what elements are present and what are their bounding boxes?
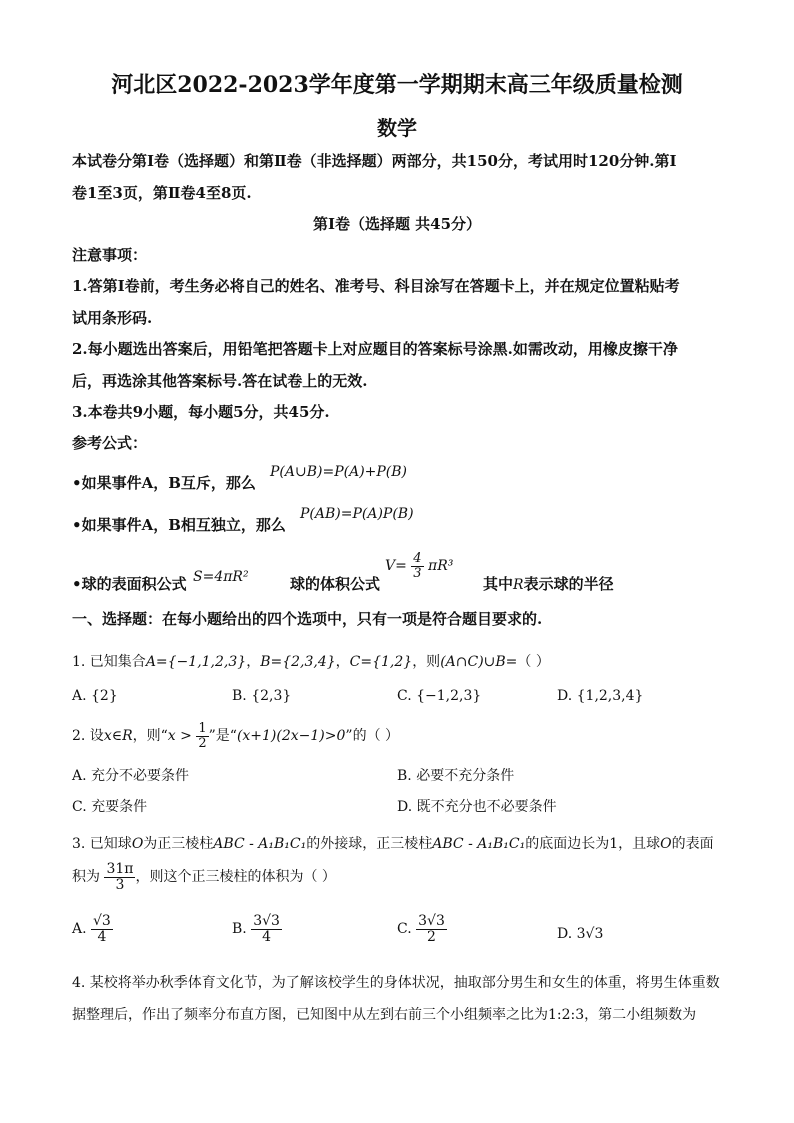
q2-fraction [196, 722, 208, 750]
formula-5-var: R [513, 577, 524, 593]
q3-option-a-den: 4 [97, 928, 107, 945]
q3-option-d-value: 3√3 [576, 926, 604, 942]
q3-option-a-num: √3 [93, 913, 111, 929]
intro-line-1: 本试卷分第Ⅰ卷（选择题）和第Ⅱ卷（非选择题）两部分，共150分，考试用时120分钟.第Ⅰ [72, 152, 677, 170]
formulas-heading: 参考公式： [72, 434, 148, 452]
q2-stem-b: ，则“ [132, 728, 168, 745]
q3-option-a-label: A. [72, 921, 87, 938]
formula-3-math: S=4πR² [193, 569, 249, 585]
q2-frac-den: 2 [198, 735, 207, 751]
q1-stem-a: 1. 已知集合 [72, 654, 146, 670]
q3-option-c-label: C. [397, 921, 412, 938]
q2-option-d[interactable]: D. 既不充分也不必要条件 [397, 799, 557, 815]
q2-ineq2: (x+1)(2x−1)>0 [236, 728, 346, 745]
q2-option-a[interactable]: A. 充分不必要条件 [72, 768, 190, 784]
q1-sep-1: ， [246, 654, 261, 670]
q3-l2-b: ，则这个正三棱柱的体积为（ ） [135, 869, 336, 886]
formula-4-rhs: πR³ [428, 558, 454, 575]
intro-line-2: 卷1至3页，第Ⅱ卷4至8页. [72, 184, 252, 202]
q2-ineq-pre: x > [167, 728, 192, 745]
q4-line-2: 据整理后，作出了频率分布直方图，已知图中从左到右前三个小组频率之比为1:2:3，第二小组频数为 [72, 1007, 697, 1023]
q3-option-b-label: B. [232, 921, 247, 938]
q3-prism-1: ABC - A₁B₁C₁ [213, 836, 307, 852]
q3-l1-a: 3. 已知球 [72, 836, 132, 852]
formula-4-numerator: 4 [413, 551, 422, 566]
formula-4-denominator: 3 [413, 565, 422, 581]
q1-option-d[interactable]: D. {1,2,3,4} [557, 688, 644, 704]
part1-header: 第Ⅰ卷（选择题 共45分） [312, 215, 482, 233]
formula-1-math: P(A∪B)=P(A)+P(B) [270, 464, 408, 480]
q2-stem-d: ”的（ ） [345, 728, 400, 745]
formula-5-pre: 其中 [483, 575, 514, 593]
q1-expr: (A∩C)∪B= [440, 654, 518, 670]
q1-paren: （ ） [517, 654, 550, 670]
q2-stem-a: 2. 设 [72, 728, 104, 745]
q3-option-c-den: 2 [427, 928, 436, 945]
q3-option-c-fraction [416, 914, 447, 944]
q3-option-d-label: D. [557, 926, 573, 942]
q3-sphere-o: O [131, 836, 144, 852]
q1-option-c[interactable]: C. {−1,2,3} [397, 688, 482, 704]
q2-cond: x∈R [103, 728, 133, 745]
subject-title: 数学 [377, 116, 417, 140]
q1-stem-b: ，则 [412, 654, 441, 670]
q2-frac-num: 1 [198, 721, 207, 736]
q1-set-a: A={−1,1,2,3} [145, 654, 247, 670]
q1-set-b: B={2,3,4} [260, 654, 336, 670]
q3-line-1 [72, 833, 714, 853]
q3-option-c[interactable] [397, 914, 447, 944]
note-2-line-1: 2.每小题选出答案后，用铅笔把答题卡上对应题目的答案标号涂黑.如需改动，用橡皮擦干净 [72, 340, 678, 358]
q1-sep-2: ， [335, 654, 350, 670]
q3-option-b-den: 4 [262, 928, 272, 945]
q2-stem [72, 722, 399, 750]
note-1-line-2: 试用条形码. [72, 309, 153, 327]
q2-option-b[interactable]: B. 必要不充分条件 [397, 768, 515, 784]
formula-4-text: 球的体积公式 [290, 575, 381, 593]
q2-stem-c: ”是“ [208, 728, 237, 745]
q3-prism-2: ABC - A₁B₁C₁ [432, 836, 526, 852]
formula-2-math: P(AB)=P(A)P(B) [300, 506, 414, 522]
q4-line-1: 4. 某校将举办秋季体育文化节，为了解该校学生的身体状况，抽取部分男生和女生的体重，将男生体重数 [72, 975, 720, 991]
formula-5-post: 表示球的半径 [523, 575, 614, 593]
formula-3-text: •球的表面积公式 [72, 575, 187, 593]
q3-area-fraction [104, 862, 135, 892]
q3-l1-c: 的外接球，正三棱柱 [306, 836, 433, 852]
q3-option-b[interactable] [232, 914, 282, 944]
q3-area-num: 31π [106, 861, 134, 877]
formula-4-fraction [411, 552, 423, 580]
note-3: 3.本卷共9小题，每小题5分，共45分. [72, 403, 330, 421]
section-1-heading: 一、选择题：在每小题给出的四个选项中，只有一项是符合题目要求的. [72, 610, 543, 628]
formula-5 [483, 573, 614, 594]
formula-4-lhs: V= [385, 558, 407, 575]
q3-option-a[interactable] [72, 914, 113, 944]
q3-option-d[interactable] [557, 926, 603, 942]
q3-option-c-num: 3√3 [418, 913, 445, 929]
q3-l1-d: 的底面边长为1，且球 [525, 836, 661, 852]
q1-option-b[interactable]: B. {2,3} [232, 688, 292, 704]
q3-area-den: 3 [115, 876, 125, 893]
q3-l1-e: 的表面 [671, 836, 714, 852]
formula-1-text: •如果事件A，B互斥，那么 [72, 474, 256, 492]
q3-l2-a: 积为 [72, 869, 100, 886]
note-1-line-1: 1.答第Ⅰ卷前，考生务必将自己的姓名、准考号、科目涂写在答题卡上，并在规定位置粘贴考 [72, 277, 680, 295]
q3-sphere-o-2: O [660, 836, 672, 852]
q3-option-b-fraction [251, 914, 282, 944]
q2-option-c[interactable]: C. 充要条件 [72, 799, 148, 815]
q3-l1-b: 为正三棱柱 [143, 836, 214, 852]
q3-option-b-num: 3√3 [253, 913, 280, 929]
notes-heading: 注意事项： [72, 246, 148, 264]
formula-4-math [385, 552, 453, 580]
q3-option-a-fraction [91, 914, 113, 944]
q1-stem [72, 651, 550, 671]
q1-set-c: C={1,2} [349, 654, 413, 670]
formula-2-text: •如果事件A，B相互独立，那么 [72, 516, 286, 534]
exam-title: 河北区2022-2023学年度第一学期期末高三年级质量检测 [111, 72, 683, 98]
q1-option-a[interactable]: A. {2} [72, 688, 118, 704]
note-2-line-2: 后，再选涂其他答案标号.答在试卷上的无效. [72, 372, 368, 390]
q3-line-2 [72, 862, 336, 892]
